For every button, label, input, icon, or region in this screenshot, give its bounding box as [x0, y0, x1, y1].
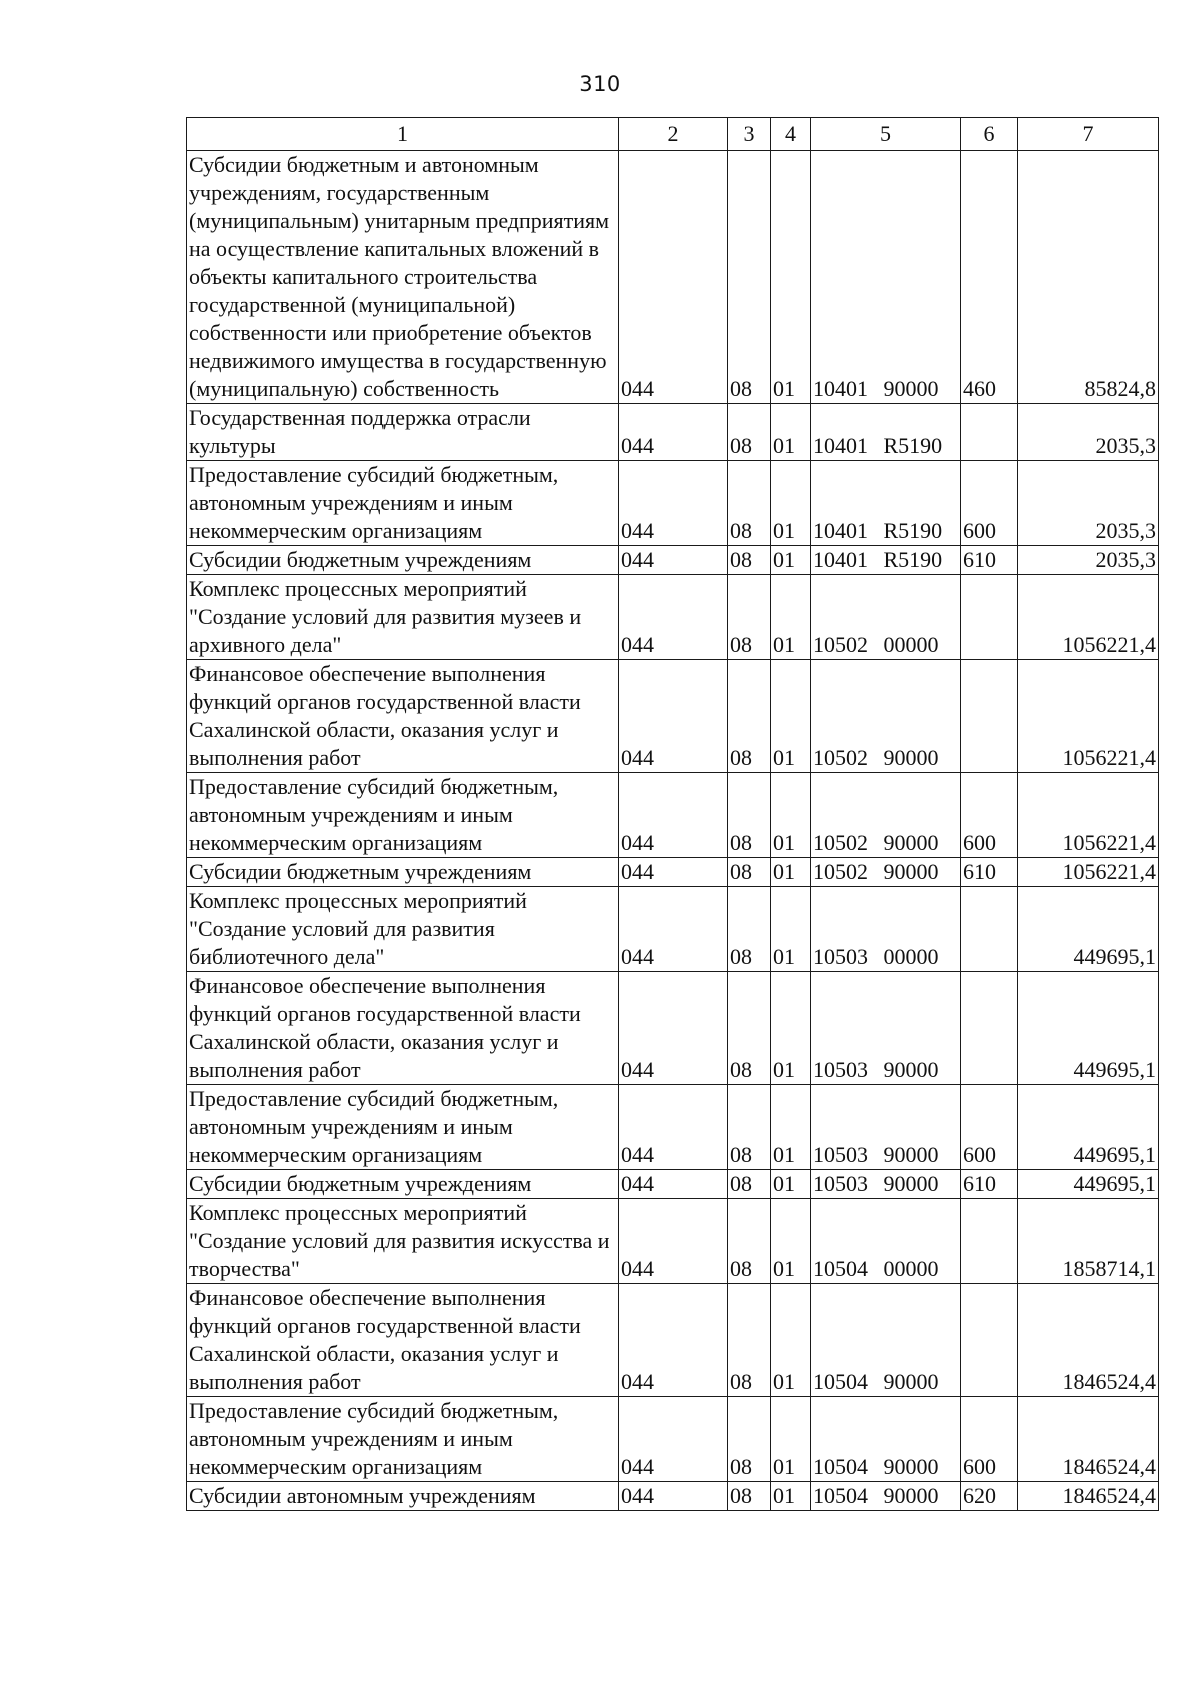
table-row [187, 660, 1159, 773]
row-target-item-cell: 10504 90000 [811, 1284, 961, 1397]
table-header [187, 118, 1159, 151]
row-amount-cell: 85824,8 [1018, 151, 1159, 404]
row-subsection-cell: 01 [771, 1199, 811, 1284]
row-section-cell: 08 [728, 660, 771, 773]
row-name-cell: Предоставление субсидий бюджетным, автономным учреждениям и иным некоммерческим организациям [187, 1397, 619, 1482]
row-expense-type-cell [961, 972, 1018, 1085]
header-cell-col-2: 2 [619, 118, 728, 151]
row-grbs-cell: 044 [619, 404, 728, 461]
row-section-cell: 08 [728, 1397, 771, 1482]
header-row [187, 118, 1159, 151]
row-subsection-cell: 01 [771, 575, 811, 660]
row-section-cell: 08 [728, 404, 771, 461]
row-name-cell: Предоставление субсидий бюджетным, автономным учреждениям и иным некоммерческим организациям [187, 461, 619, 546]
row-grbs-cell: 044 [619, 972, 728, 1085]
row-target-item-cell: 10504 90000 [811, 1482, 961, 1511]
row-grbs-cell: 044 [619, 575, 728, 660]
table-row [187, 972, 1159, 1085]
row-target-item-cell: 10401 90000 [811, 151, 961, 404]
row-name-cell: Государственная поддержка отрасли культуры [187, 404, 619, 461]
row-amount-cell: 1056221,4 [1018, 575, 1159, 660]
row-subsection-cell: 01 [771, 972, 811, 1085]
row-target-item-cell: 10502 90000 [811, 773, 961, 858]
table-row [187, 151, 1159, 404]
row-amount-cell: 1846524,4 [1018, 1482, 1159, 1511]
row-name-cell: Субсидии бюджетным учреждениям [187, 858, 619, 887]
row-name-cell: Субсидии бюджетным учреждениям [187, 546, 619, 575]
row-target-item-cell: 10502 90000 [811, 660, 961, 773]
row-grbs-cell: 044 [619, 461, 728, 546]
header-cell-col-7: 7 [1018, 118, 1159, 151]
row-target-item-cell: 10504 90000 [811, 1397, 961, 1482]
row-name-cell: Субсидии бюджетным и автономным учреждениям, государственным (муниципальным) унитарным предприятиям на осуществление капитальных вложений в объекты капитального строительства государственной (муниципальной) собственности или приобретение объектов недвижимого имущества в государственную (муниципальную) собственность [187, 151, 619, 404]
row-grbs-cell: 044 [619, 773, 728, 858]
row-expense-type-cell [961, 575, 1018, 660]
row-expense-type-cell: 620 [961, 1482, 1018, 1511]
row-expense-type-cell: 610 [961, 858, 1018, 887]
row-target-item-cell: 10503 90000 [811, 1085, 961, 1170]
row-grbs-cell: 044 [619, 1482, 728, 1511]
row-grbs-cell: 044 [619, 546, 728, 575]
row-section-cell: 08 [728, 858, 771, 887]
row-target-item-cell: 10401 R5190 [811, 404, 961, 461]
row-section-cell: 08 [728, 1085, 771, 1170]
row-subsection-cell: 01 [771, 1482, 811, 1511]
row-target-item-cell: 10502 00000 [811, 575, 961, 660]
row-section-cell: 08 [728, 1284, 771, 1397]
row-target-item-cell: 10504 00000 [811, 1199, 961, 1284]
row-expense-type-cell [961, 1199, 1018, 1284]
row-subsection-cell: 01 [771, 546, 811, 575]
row-grbs-cell: 044 [619, 887, 728, 972]
row-amount-cell: 2035,3 [1018, 461, 1159, 546]
row-name-cell: Комплекс процессных мероприятий "Создание условий для развития библиотечного дела" [187, 887, 619, 972]
row-expense-type-cell [961, 404, 1018, 461]
row-subsection-cell: 01 [771, 1085, 811, 1170]
row-amount-cell: 449695,1 [1018, 887, 1159, 972]
row-subsection-cell: 01 [771, 1284, 811, 1397]
row-target-item-cell: 10401 R5190 [811, 546, 961, 575]
row-amount-cell: 449695,1 [1018, 1085, 1159, 1170]
row-grbs-cell: 044 [619, 151, 728, 404]
row-target-item-cell: 10503 00000 [811, 887, 961, 972]
row-section-cell: 08 [728, 151, 771, 404]
header-cell-col-5: 5 [811, 118, 961, 151]
row-expense-type-cell: 600 [961, 461, 1018, 546]
row-target-item-cell: 10503 90000 [811, 1170, 961, 1199]
row-name-cell: Комплекс процессных мероприятий "Создание условий для развития искусства и творчества" [187, 1199, 619, 1284]
row-section-cell: 08 [728, 1482, 771, 1511]
row-name-cell: Предоставление субсидий бюджетным, автономным учреждениям и иным некоммерческим организациям [187, 773, 619, 858]
row-amount-cell: 2035,3 [1018, 546, 1159, 575]
row-section-cell: 08 [728, 1170, 771, 1199]
table-row [187, 887, 1159, 972]
row-expense-type-cell: 460 [961, 151, 1018, 404]
table-row [187, 1284, 1159, 1397]
row-subsection-cell: 01 [771, 1170, 811, 1199]
row-amount-cell: 1056221,4 [1018, 773, 1159, 858]
table-body [187, 151, 1159, 1511]
header-cell-col-4: 4 [771, 118, 811, 151]
row-subsection-cell: 01 [771, 773, 811, 858]
table-row [187, 546, 1159, 575]
row-name-cell: Комплекс процессных мероприятий "Создание условий для развития музеев и архивного дела" [187, 575, 619, 660]
row-amount-cell: 1858714,1 [1018, 1199, 1159, 1284]
row-expense-type-cell [961, 887, 1018, 972]
row-subsection-cell: 01 [771, 1397, 811, 1482]
row-grbs-cell: 044 [619, 1284, 728, 1397]
row-section-cell: 08 [728, 773, 771, 858]
row-section-cell: 08 [728, 1199, 771, 1284]
row-section-cell: 08 [728, 972, 771, 1085]
row-grbs-cell: 044 [619, 858, 728, 887]
budget-table [186, 117, 1159, 1511]
table-row [187, 1170, 1159, 1199]
row-grbs-cell: 044 [619, 660, 728, 773]
row-amount-cell: 1056221,4 [1018, 660, 1159, 773]
row-section-cell: 08 [728, 575, 771, 660]
row-name-cell: Субсидии автономным учреждениям [187, 1482, 619, 1511]
row-subsection-cell: 01 [771, 660, 811, 773]
row-amount-cell: 449695,1 [1018, 1170, 1159, 1199]
table-row [187, 1482, 1159, 1511]
row-grbs-cell: 044 [619, 1397, 728, 1482]
table-row [187, 773, 1159, 858]
row-name-cell: Финансовое обеспечение выполнения функций органов государственной власти Сахалинской области, оказания услуг и выполнения работ [187, 660, 619, 773]
row-subsection-cell: 01 [771, 404, 811, 461]
table-row [187, 404, 1159, 461]
table-row [187, 1085, 1159, 1170]
row-expense-type-cell: 610 [961, 1170, 1018, 1199]
row-subsection-cell: 01 [771, 858, 811, 887]
row-target-item-cell: 10502 90000 [811, 858, 961, 887]
row-expense-type-cell: 600 [961, 1397, 1018, 1482]
row-grbs-cell: 044 [619, 1199, 728, 1284]
row-expense-type-cell [961, 1284, 1018, 1397]
header-cell-col-1: 1 [187, 118, 619, 151]
row-target-item-cell: 10401 R5190 [811, 461, 961, 546]
row-section-cell: 08 [728, 546, 771, 575]
row-grbs-cell: 044 [619, 1170, 728, 1199]
row-name-cell: Предоставление субсидий бюджетным, автономным учреждениям и иным некоммерческим организациям [187, 1085, 619, 1170]
row-subsection-cell: 01 [771, 461, 811, 546]
row-amount-cell: 1846524,4 [1018, 1397, 1159, 1482]
row-subsection-cell: 01 [771, 151, 811, 404]
row-amount-cell: 1846524,4 [1018, 1284, 1159, 1397]
table-row [187, 1199, 1159, 1284]
page-number: 310 [579, 72, 621, 96]
row-target-item-cell: 10503 90000 [811, 972, 961, 1085]
table-row [187, 858, 1159, 887]
row-amount-cell: 449695,1 [1018, 972, 1159, 1085]
row-expense-type-cell: 600 [961, 1085, 1018, 1170]
row-section-cell: 08 [728, 461, 771, 546]
row-expense-type-cell [961, 660, 1018, 773]
row-amount-cell: 1056221,4 [1018, 858, 1159, 887]
row-expense-type-cell: 600 [961, 773, 1018, 858]
row-subsection-cell: 01 [771, 887, 811, 972]
header-cell-col-6: 6 [961, 118, 1018, 151]
table-row [187, 461, 1159, 546]
header-cell-col-3: 3 [728, 118, 771, 151]
row-name-cell: Финансовое обеспечение выполнения функций органов государственной власти Сахалинской области, оказания услуг и выполнения работ [187, 1284, 619, 1397]
row-expense-type-cell: 610 [961, 546, 1018, 575]
row-name-cell: Субсидии бюджетным учреждениям [187, 1170, 619, 1199]
row-amount-cell: 2035,3 [1018, 404, 1159, 461]
row-name-cell: Финансовое обеспечение выполнения функций органов государственной власти Сахалинской области, оказания услуг и выполнения работ [187, 972, 619, 1085]
table-row [187, 575, 1159, 660]
row-grbs-cell: 044 [619, 1085, 728, 1170]
table-row [187, 1397, 1159, 1482]
row-section-cell: 08 [728, 887, 771, 972]
